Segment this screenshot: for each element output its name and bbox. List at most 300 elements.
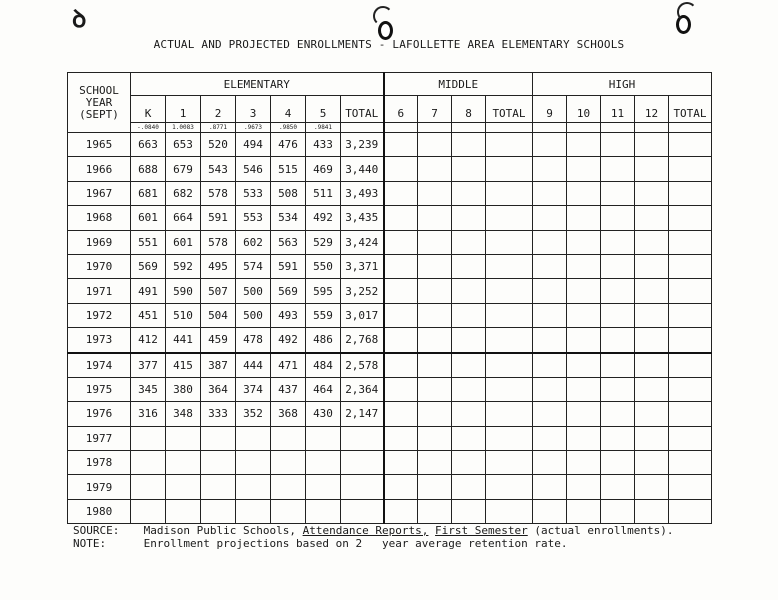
empty-cell [635,181,669,205]
enrollment-cell: 478 [236,328,271,353]
empty-cell [635,303,669,327]
note-label: NOTE: [73,537,107,550]
enrollment-cell: 574 [236,254,271,278]
empty-cell [452,230,486,254]
table-row [68,402,712,426]
empty-cell [669,402,712,426]
year-cell: 1979 [68,475,131,499]
empty-cell [452,279,486,303]
empty-cell [452,499,486,523]
high-col-header: 12 [635,96,669,123]
enrollment-cell: 511 [306,181,341,205]
empty-cell [567,181,601,205]
enrollment-cell [271,499,306,523]
empty-cell [384,426,418,450]
empty-cell [452,181,486,205]
enrollment-cell [201,499,236,523]
enrollment-cell: 534 [271,206,306,230]
empty-cell [452,426,486,450]
empty-cell [533,157,567,181]
elementary-header: ELEMENTARY [131,73,384,96]
enrollment-cell [166,451,201,475]
empty-cell [635,254,669,278]
empty-cell [669,451,712,475]
high-header: HIGH [533,73,712,96]
empty-cell [486,328,533,353]
empty-cell [601,426,635,450]
empty-cell [635,133,669,157]
enrollment-cell: 476 [271,133,306,157]
empty-cell [418,328,452,353]
elementary-total-cell: 3,252 [341,279,384,303]
empty-cell [567,230,601,254]
enrollment-cell [166,426,201,450]
empty-cell [384,303,418,327]
empty-cell [486,230,533,254]
empty-cell [669,123,712,133]
empty-cell [635,426,669,450]
enrollment-cell: 550 [306,254,341,278]
page-title: ACTUAL AND PROJECTED ENROLLMENTS - LAFOLLETTE AREA ELEMENTARY SCHOOLS [153,38,625,51]
enrollment-cell: 348 [166,402,201,426]
enrollment-cell: 591 [201,206,236,230]
empty-cell [601,157,635,181]
year-cell: 1978 [68,451,131,475]
elementary-total-cell: 3,493 [341,181,384,205]
enrollment-cell: 590 [166,279,201,303]
empty-cell [486,181,533,205]
empty-cell [486,451,533,475]
table-row [68,475,712,499]
empty-cell [418,206,452,230]
table-row [68,133,712,157]
enrollment-cell: 492 [271,328,306,353]
enrollment-cell: 459 [201,328,236,353]
elementary-total-cell: 2,768 [341,328,384,353]
source-text: Madison Public Schools, [143,524,296,537]
empty-cell [533,181,567,205]
empty-cell [418,426,452,450]
source-line [73,524,673,537]
empty-cell [418,475,452,499]
table-row [68,328,712,353]
empty-cell [533,254,567,278]
enrollment-table [67,72,712,524]
empty-cell [635,157,669,181]
enrollment-cell: 492 [306,206,341,230]
empty-cell [384,377,418,401]
empty-cell [669,133,712,157]
table-row [68,230,712,254]
enrollment-cell [306,475,341,499]
enrollment-cell: 601 [166,230,201,254]
empty-cell [635,123,669,133]
year-cell: 1974 [68,353,131,378]
empty-cell [567,328,601,353]
empty-cell [486,157,533,181]
enrollment-cell: 469 [306,157,341,181]
empty-cell [452,123,486,133]
empty-cell [567,377,601,401]
empty-cell [486,475,533,499]
empty-cell [635,402,669,426]
empty-cell [452,353,486,378]
enrollment-cell: 551 [131,230,166,254]
empty-cell [601,475,635,499]
empty-cell [567,426,601,450]
empty-cell [452,328,486,353]
enrollment-cell [131,451,166,475]
enrollment-cell [201,451,236,475]
empty-cell [669,181,712,205]
empty-cell [486,353,533,378]
table-row [68,254,712,278]
empty-cell [486,499,533,523]
elementary-col-header: 2 [201,96,236,123]
elementary-col-header: 3 [236,96,271,123]
empty-cell [384,353,418,378]
year-cell: 1965 [68,133,131,157]
empty-cell [533,499,567,523]
empty-cell [601,279,635,303]
paper-curl-icon [677,2,697,22]
paper-curl-icon [373,6,393,26]
empty-cell [384,254,418,278]
note-line [73,537,673,550]
enrollment-cell: 510 [166,303,201,327]
enrollment-cell [201,475,236,499]
enrollment-cell: 377 [131,353,166,378]
empty-cell [635,206,669,230]
empty-cell [418,279,452,303]
enrollment-cell: 374 [236,377,271,401]
empty-cell [452,254,486,278]
enrollment-cell: 602 [236,230,271,254]
elementary-col-header: 1 [166,96,201,123]
empty-cell [486,206,533,230]
empty-cell [533,303,567,327]
empty-cell [486,402,533,426]
enrollment-cell: 368 [271,402,306,426]
enrollment-cell: 543 [201,157,236,181]
year-cell: 1975 [68,377,131,401]
empty-cell [418,254,452,278]
enrollment-cell [271,475,306,499]
empty-cell [533,230,567,254]
elementary-total-cell: 3,371 [341,254,384,278]
table-row [68,303,712,327]
empty-cell [601,328,635,353]
empty-cell [452,206,486,230]
enrollment-cell: 441 [166,328,201,353]
elementary-total-cell: 3,424 [341,230,384,254]
source-label: SOURCE: [73,524,120,537]
high-col-header: 9 [533,96,567,123]
year-cell: 1968 [68,206,131,230]
empty-cell [533,206,567,230]
enrollment-cell: 316 [131,402,166,426]
enrollment-cell: 451 [131,303,166,327]
table-row [68,353,712,378]
footer-notes [73,524,673,550]
empty-cell [533,402,567,426]
enrollment-cell: 663 [131,133,166,157]
retention-rate: .9841 [306,123,341,133]
enrollment-cell: 688 [131,157,166,181]
enrollment-cell: 387 [201,353,236,378]
empty-cell [533,451,567,475]
enrollment-cell [131,475,166,499]
elementary-total-cell: 2,364 [341,377,384,401]
empty-cell [669,206,712,230]
empty-cell [452,377,486,401]
empty-cell [533,353,567,378]
elementary-total-cell [341,426,384,450]
table-row [68,279,712,303]
enrollment-cell [166,475,201,499]
empty-cell [452,133,486,157]
enrollment-cell [236,499,271,523]
empty-cell [567,279,601,303]
empty-cell [486,426,533,450]
empty-cell [635,328,669,353]
elementary-total-cell: 3,440 [341,157,384,181]
retention-rate: .9850 [271,123,306,133]
empty-cell [533,377,567,401]
empty-cell [567,254,601,278]
enrollment-cell: 364 [201,377,236,401]
empty-cell [669,279,712,303]
empty-cell [384,279,418,303]
enrollment-cell: 563 [271,230,306,254]
empty-cell [669,230,712,254]
table-row [68,426,712,450]
enrollment-cell: 591 [271,254,306,278]
empty-cell [452,451,486,475]
enrollment-cell: 529 [306,230,341,254]
elementary-col-header: K [131,96,166,123]
empty-cell [418,402,452,426]
empty-cell [635,230,669,254]
empty-cell [486,377,533,401]
enrollment-cell: 508 [271,181,306,205]
empty-cell [601,206,635,230]
middle-col-header: TOTAL [486,96,533,123]
empty-cell [418,133,452,157]
empty-cell [669,303,712,327]
empty-cell [533,426,567,450]
empty-cell [486,254,533,278]
elementary-col-header: 4 [271,96,306,123]
high-col-header: 11 [601,96,635,123]
enrollment-cell [131,426,166,450]
enrollment-cell [166,499,201,523]
empty-cell [601,123,635,133]
empty-cell [635,377,669,401]
empty-cell [533,133,567,157]
empty-cell [567,133,601,157]
enrollment-cell: 486 [306,328,341,353]
empty-cell [418,303,452,327]
enrollment-cell: 664 [166,206,201,230]
year-cell: 1966 [68,157,131,181]
empty-cell [384,157,418,181]
empty-cell [533,279,567,303]
enrollment-cell [201,426,236,450]
retention-rate: .9673 [236,123,271,133]
enrollment-cell: 679 [166,157,201,181]
enrollment-cell: 553 [236,206,271,230]
enrollment-cell: 444 [236,353,271,378]
elementary-total-cell [341,499,384,523]
empty-cell [567,475,601,499]
empty-cell [601,230,635,254]
enrollment-cell: 681 [131,181,166,205]
empty-cell [384,123,418,133]
empty-cell [601,353,635,378]
enrollment-cell [236,475,271,499]
table-row [68,451,712,475]
enrollment-cell: 491 [131,279,166,303]
empty-cell [418,353,452,378]
elementary-col-header: 5 [306,96,341,123]
empty-cell [384,328,418,353]
enrollment-cell [306,451,341,475]
empty-cell [486,123,533,133]
source-attendance-reports: Attendance Reports, [302,524,429,537]
empty-cell [635,353,669,378]
empty-cell [418,230,452,254]
table-row [68,157,712,181]
empty-cell [567,157,601,181]
empty-cell [418,181,452,205]
empty-cell [601,499,635,523]
elementary-total-cell: 2,147 [341,402,384,426]
enrollment-cell: 507 [201,279,236,303]
middle-header: MIDDLE [384,73,533,96]
empty-cell [567,402,601,426]
empty-cell [486,303,533,327]
year-cell: 1973 [68,328,131,353]
year-cell: 1972 [68,303,131,327]
empty-cell [418,377,452,401]
empty-cell [669,475,712,499]
empty-cell [452,402,486,426]
year-cell: 1977 [68,426,131,450]
enrollment-cell: 433 [306,133,341,157]
table-row [68,499,712,523]
enrollment-cell: 653 [166,133,201,157]
enrollment-cell [306,426,341,450]
empty-cell [669,353,712,378]
enrollment-cell: 415 [166,353,201,378]
enrollment-cell: 595 [306,279,341,303]
retention-rate: .8771 [201,123,236,133]
empty-cell [601,181,635,205]
enrollment-cell: 495 [201,254,236,278]
table-row [68,181,712,205]
elementary-col-header: TOTAL [341,96,384,123]
empty-cell [601,377,635,401]
year-cell: 1969 [68,230,131,254]
enrollment-cell: 520 [201,133,236,157]
empty-cell [601,254,635,278]
enrollment-cell: 437 [271,377,306,401]
year-cell: 1967 [68,181,131,205]
empty-cell [533,123,567,133]
enrollment-cell: 559 [306,303,341,327]
empty-cell [384,206,418,230]
enrollment-cell: 380 [166,377,201,401]
enrollment-cell: 500 [236,279,271,303]
empty-cell [669,254,712,278]
empty-cell [384,499,418,523]
enrollment-cell: 592 [166,254,201,278]
source-first-semester: First Semester [435,524,528,537]
enrollment-cell: 345 [131,377,166,401]
empty-cell [567,353,601,378]
empty-cell [567,499,601,523]
empty-cell [635,475,669,499]
empty-cell [384,181,418,205]
enrollment-cell: 504 [201,303,236,327]
year-cell: 1970 [68,254,131,278]
empty-cell [567,206,601,230]
elementary-total-cell: 3,239 [341,133,384,157]
empty-cell [486,279,533,303]
enrollment-cell: 569 [131,254,166,278]
enrollment-cell: 578 [201,230,236,254]
empty-cell [669,328,712,353]
empty-cell [533,475,567,499]
empty-cell [635,499,669,523]
enrollment-cell: 430 [306,402,341,426]
empty-cell [452,303,486,327]
year-cell: 1980 [68,499,131,523]
empty-cell [418,499,452,523]
enrollment-cell [131,499,166,523]
empty-cell [452,475,486,499]
empty-cell [567,451,601,475]
enrollment-cell: 533 [236,181,271,205]
empty-cell [418,451,452,475]
enrollment-cell [271,451,306,475]
enrollment-cell [306,499,341,523]
empty-cell [669,426,712,450]
enrollment-cell: 546 [236,157,271,181]
enrollment-cell: 569 [271,279,306,303]
empty-cell [635,279,669,303]
note-text: Enrollment projections based on 2 year average retention rate. [143,537,568,550]
empty-cell [384,451,418,475]
enrollment-cell [236,426,271,450]
empty-cell [384,402,418,426]
elementary-total-cell [341,475,384,499]
empty-cell [567,123,601,133]
empty-cell [418,123,452,133]
empty-cell [567,303,601,327]
middle-col-header: 8 [452,96,486,123]
enrollment-cell: 352 [236,402,271,426]
enrollment-cell: 333 [201,402,236,426]
empty-cell [601,402,635,426]
handwritten-mark: ꝺ [72,4,87,33]
empty-cell [669,499,712,523]
elementary-total-cell [341,451,384,475]
year-cell: 1976 [68,402,131,426]
empty-cell [341,123,384,133]
empty-cell [601,133,635,157]
